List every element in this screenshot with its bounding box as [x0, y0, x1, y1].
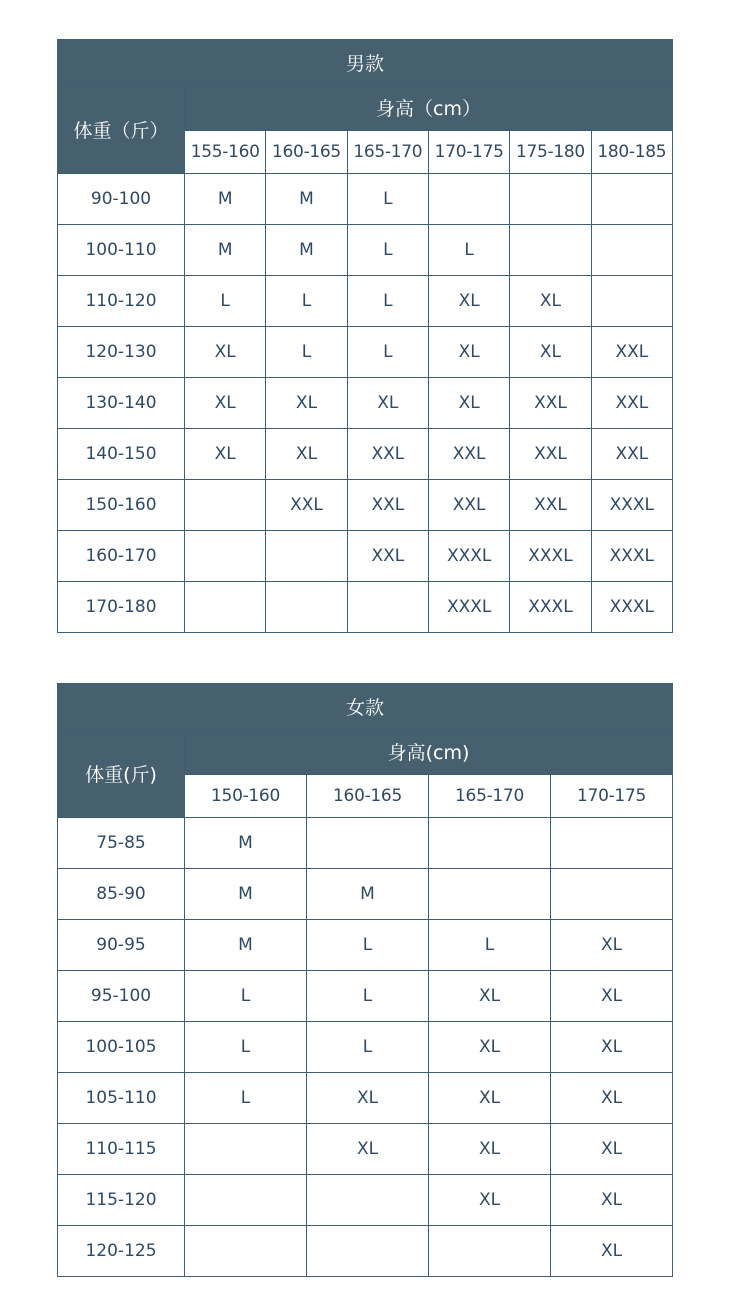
- height-range-header: 170-175: [551, 775, 673, 818]
- size-cell: [307, 1175, 429, 1226]
- size-cell: [551, 869, 673, 920]
- table-row: [58, 582, 673, 633]
- size-cell: [429, 1226, 551, 1277]
- women-size-table: [57, 683, 673, 1277]
- size-cell: [307, 818, 429, 869]
- size-cell: L: [185, 1022, 307, 1073]
- size-cell: XL: [185, 327, 266, 378]
- size-cell: L: [347, 174, 428, 225]
- size-cell: [185, 1175, 307, 1226]
- weight-range-cell: 75-85: [58, 818, 185, 869]
- size-cell: XL: [185, 378, 266, 429]
- size-cell: L: [266, 276, 347, 327]
- size-cell: XXL: [347, 531, 428, 582]
- height-range-header: 170-175: [428, 131, 509, 174]
- size-cell: [307, 1226, 429, 1277]
- weight-range-cell: 95-100: [58, 971, 185, 1022]
- size-cell: XXL: [591, 327, 672, 378]
- size-cell: XXL: [347, 480, 428, 531]
- weight-range-cell: 85-90: [58, 869, 185, 920]
- size-cell: XXXL: [591, 480, 672, 531]
- size-cell: L: [429, 920, 551, 971]
- weight-range-cell: 130-140: [58, 378, 185, 429]
- weight-range-cell: 110-115: [58, 1124, 185, 1175]
- size-cell: [266, 582, 347, 633]
- size-cell: M: [266, 174, 347, 225]
- size-cell: XL: [307, 1073, 429, 1124]
- size-cell: XL: [551, 920, 673, 971]
- weight-range-cell: 120-130: [58, 327, 185, 378]
- size-cell: M: [185, 225, 266, 276]
- height-range-header: 155-160: [185, 131, 266, 174]
- size-cell: M: [185, 920, 307, 971]
- size-cell: L: [185, 971, 307, 1022]
- table-row: [58, 1226, 673, 1277]
- table-row: [58, 327, 673, 378]
- size-cell: M: [266, 225, 347, 276]
- height-range-header: 180-185: [591, 131, 672, 174]
- size-cell: XL: [551, 971, 673, 1022]
- men-table-title: 男款: [58, 40, 673, 85]
- weight-range-cell: 110-120: [58, 276, 185, 327]
- size-cell: L: [185, 1073, 307, 1124]
- table-row: [58, 480, 673, 531]
- size-cell: XXXL: [510, 582, 591, 633]
- weight-range-cell: 170-180: [58, 582, 185, 633]
- table-row: [58, 869, 673, 920]
- table-row: [58, 174, 673, 225]
- size-cell: L: [347, 276, 428, 327]
- size-cell: XL: [428, 378, 509, 429]
- size-cell: [591, 225, 672, 276]
- table-row: [58, 531, 673, 582]
- size-cell: [185, 480, 266, 531]
- size-cell: M: [185, 818, 307, 869]
- size-cell: XL: [429, 1175, 551, 1226]
- table-row: [58, 225, 673, 276]
- height-range-header: 165-170: [347, 131, 428, 174]
- weight-range-cell: 105-110: [58, 1073, 185, 1124]
- size-cell: XL: [510, 327, 591, 378]
- size-cell: XXL: [266, 480, 347, 531]
- weight-range-cell: 100-105: [58, 1022, 185, 1073]
- size-cell: M: [307, 869, 429, 920]
- height-range-header: 160-165: [307, 775, 429, 818]
- height-range-header: 160-165: [266, 131, 347, 174]
- table-row: [58, 971, 673, 1022]
- size-cell: XL: [429, 971, 551, 1022]
- table-row: [58, 1073, 673, 1124]
- weight-range-cell: 90-95: [58, 920, 185, 971]
- size-cell: XL: [307, 1124, 429, 1175]
- size-cell: [429, 869, 551, 920]
- weight-range-cell: 120-125: [58, 1226, 185, 1277]
- table-row: [58, 1175, 673, 1226]
- weight-range-cell: 150-160: [58, 480, 185, 531]
- height-range-header: 175-180: [510, 131, 591, 174]
- size-cell: [551, 818, 673, 869]
- size-cell: [428, 174, 509, 225]
- men-height-header: 身高（cm）: [185, 85, 673, 131]
- weight-range-cell: 90-100: [58, 174, 185, 225]
- size-cell: M: [185, 869, 307, 920]
- size-cell: XL: [429, 1022, 551, 1073]
- weight-range-cell: 100-110: [58, 225, 185, 276]
- table-row: [58, 920, 673, 971]
- size-cell: XXXL: [510, 531, 591, 582]
- height-range-header: 165-170: [429, 775, 551, 818]
- table-row: [58, 1124, 673, 1175]
- table-row: [58, 276, 673, 327]
- size-cell: XL: [551, 1226, 673, 1277]
- size-cell: L: [307, 971, 429, 1022]
- size-cell: L: [428, 225, 509, 276]
- size-cell: XXXL: [591, 582, 672, 633]
- size-cell: XL: [266, 378, 347, 429]
- size-cell: [429, 818, 551, 869]
- size-cell: [185, 531, 266, 582]
- size-cell: L: [347, 225, 428, 276]
- size-cell: [185, 1124, 307, 1175]
- size-cell: XL: [551, 1175, 673, 1226]
- size-cell: [510, 174, 591, 225]
- size-cell: [185, 582, 266, 633]
- size-cell: L: [347, 327, 428, 378]
- men-size-table: [57, 39, 673, 633]
- size-cell: XXL: [347, 429, 428, 480]
- women-weight-header: 体重(斤): [58, 729, 185, 818]
- size-cell: XXXL: [428, 582, 509, 633]
- size-cell: XL: [185, 429, 266, 480]
- size-cell: M: [185, 174, 266, 225]
- size-cell: XXL: [510, 378, 591, 429]
- size-cell: XL: [347, 378, 428, 429]
- size-cell: XL: [551, 1124, 673, 1175]
- size-cell: XXL: [591, 378, 672, 429]
- size-cell: XL: [551, 1022, 673, 1073]
- size-cell: L: [185, 276, 266, 327]
- size-cell: [185, 1226, 307, 1277]
- size-cell: XXL: [510, 429, 591, 480]
- women-height-header: 身高(cm): [185, 729, 673, 775]
- size-cell: L: [307, 920, 429, 971]
- size-cell: L: [266, 327, 347, 378]
- size-cell: [266, 531, 347, 582]
- size-cell: XL: [429, 1073, 551, 1124]
- table-row: [58, 1022, 673, 1073]
- size-cell: XL: [428, 327, 509, 378]
- table-row: [58, 818, 673, 869]
- weight-range-cell: 160-170: [58, 531, 185, 582]
- size-cell: L: [307, 1022, 429, 1073]
- size-cell: XXXL: [591, 531, 672, 582]
- size-cell: XXXL: [428, 531, 509, 582]
- size-cell: XL: [429, 1124, 551, 1175]
- size-cell: [510, 225, 591, 276]
- size-cell: [591, 174, 672, 225]
- table-row: [58, 378, 673, 429]
- weight-range-cell: 115-120: [58, 1175, 185, 1226]
- size-cell: XL: [428, 276, 509, 327]
- women-table-title: 女款: [58, 684, 673, 729]
- size-cell: XXL: [591, 429, 672, 480]
- size-cell: XXL: [510, 480, 591, 531]
- women-table-body: [58, 818, 673, 1277]
- weight-range-cell: 140-150: [58, 429, 185, 480]
- height-range-header: 150-160: [185, 775, 307, 818]
- men-table-body: [58, 174, 673, 633]
- size-cell: [591, 276, 672, 327]
- size-cell: [347, 582, 428, 633]
- table-row: [58, 429, 673, 480]
- men-weight-header: 体重（斤）: [58, 85, 185, 174]
- size-cell: XXL: [428, 429, 509, 480]
- size-cell: XL: [551, 1073, 673, 1124]
- size-cell: XL: [266, 429, 347, 480]
- size-cell: XL: [510, 276, 591, 327]
- size-cell: XXL: [428, 480, 509, 531]
